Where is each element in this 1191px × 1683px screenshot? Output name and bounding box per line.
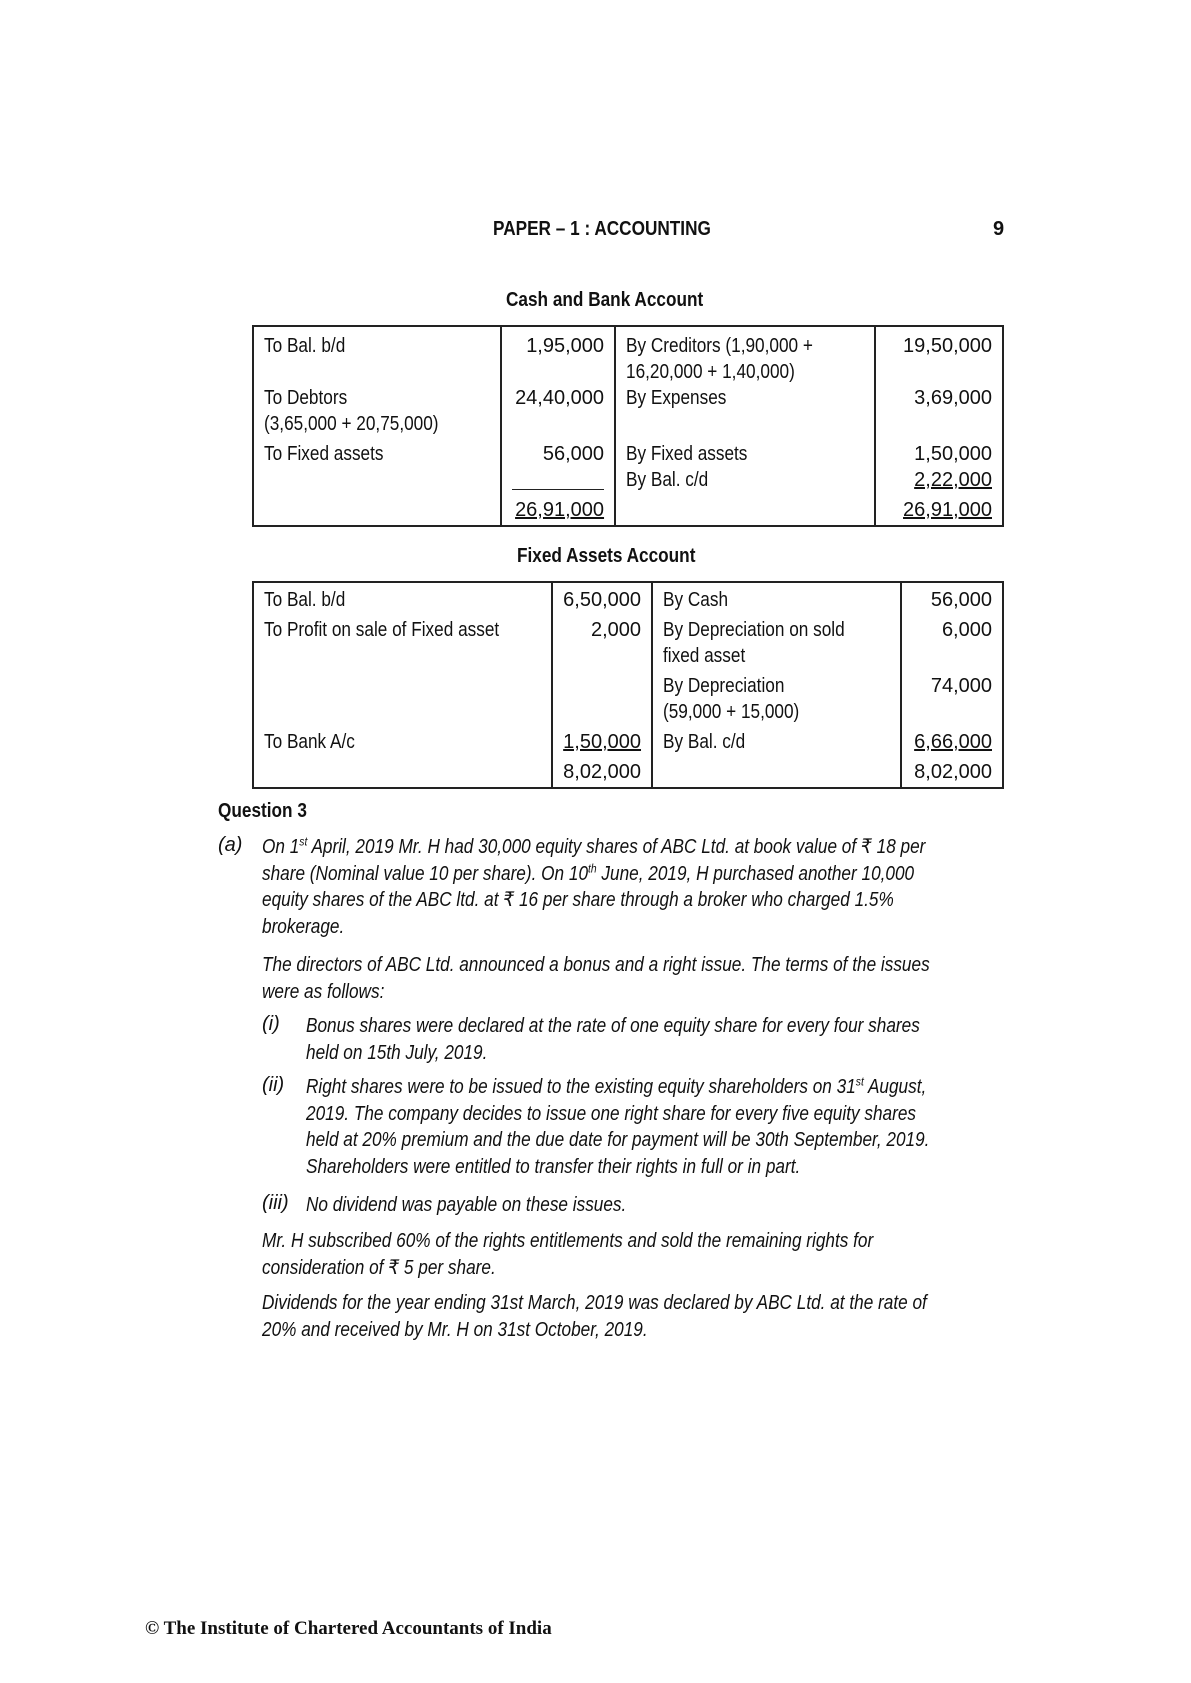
part-label: (a) xyxy=(218,834,243,856)
table-row: To Profit on sale of Fixed asset 2,000 By Depreciation on sold fixed asset 6,000 xyxy=(253,613,1003,669)
question-paragraph-3: Mr. H subscribed 60% of the rights entitlements and sold the remaining rights for consideration of ₹ 5 per share. xyxy=(262,1230,874,1279)
table-row: By Depreciation (59,000 + 15,000) 74,000 xyxy=(253,669,1003,725)
table-row: To Bank A/c 1,50,000 By Bal. c/d 6,66,000 xyxy=(253,725,1003,755)
table-row: To Bal. b/d 1,95,000 By Creditors (1,90,000 + 16,20,000 + 1,40,000) 19,50,000 xyxy=(253,326,1003,385)
table-row: By Bal. c/d 2,22,000 xyxy=(253,467,1003,497)
page-number: 9 xyxy=(993,218,1005,240)
table-row: To Fixed assets 56,000 By Fixed assets 1,50,000 xyxy=(253,437,1003,467)
item-label-iii: (iii) xyxy=(262,1192,289,1214)
item-ii-text: Right shares were to be issued to the existing equity shareholders on 31st August, 2019. The company decides to issue one right share for every five equity shares held at 20% premium and the due date for payment will be 30th September, 2019. Shareholders were entitled to transfer their rights in full or in part. xyxy=(306,1074,930,1178)
item-label-i: (i) xyxy=(262,1013,280,1035)
question-heading: Question 3 xyxy=(218,800,307,822)
cash-bank-title: Cash and Bank Account xyxy=(506,289,704,311)
subtotal-rule xyxy=(512,467,604,490)
copyright-footer: © The Institute of Chartered Accountants of India xyxy=(145,1618,552,1639)
item-i-text: Bonus shares were declared at the rate of one equity share for every four shares held on 15th July, 2019. xyxy=(306,1015,920,1064)
table-total-row: 26,91,000 26,91,000 xyxy=(253,497,1003,526)
table-row: To Debtors (3,65,000 + 20,75,000) 24,40,000 By Expenses 3,69,000 xyxy=(253,385,1003,437)
table-total-row: 8,02,000 8,02,000 xyxy=(253,755,1003,788)
question-paragraph-1: On 1st April, 2019 Mr. H had 30,000 equity shares of ABC Ltd. at book value of ₹ 18 per share (Nominal value 10 per share). On 10th June, 2019, H purchased another 10,000 equity shares of the ABC ltd. at ₹ 16 per share through a broker who charged 1.5% brokerage. xyxy=(262,834,926,938)
question-paragraph-4: Dividends for the year ending 31st March, 2019 was declared by ABC Ltd. at the rate of 20% and received by Mr. H on 31st October, 2019. xyxy=(262,1292,927,1341)
item-label-ii: (ii) xyxy=(262,1074,285,1096)
item-iii-text: No dividend was payable on these issues. xyxy=(306,1194,627,1216)
fixed-assets-title: Fixed Assets Account xyxy=(517,545,696,567)
table-row: To Bal. b/d 6,50,000 By Cash 56,000 xyxy=(253,582,1003,613)
page-header-title: PAPER – 1 : ACCOUNTING xyxy=(493,218,711,240)
cash-bank-table xyxy=(252,325,1004,527)
fixed-assets-table xyxy=(252,581,1004,789)
question-paragraph-2: The directors of ABC Ltd. announced a bonus and a right issue. The terms of the issues were as follows: xyxy=(262,954,930,1003)
